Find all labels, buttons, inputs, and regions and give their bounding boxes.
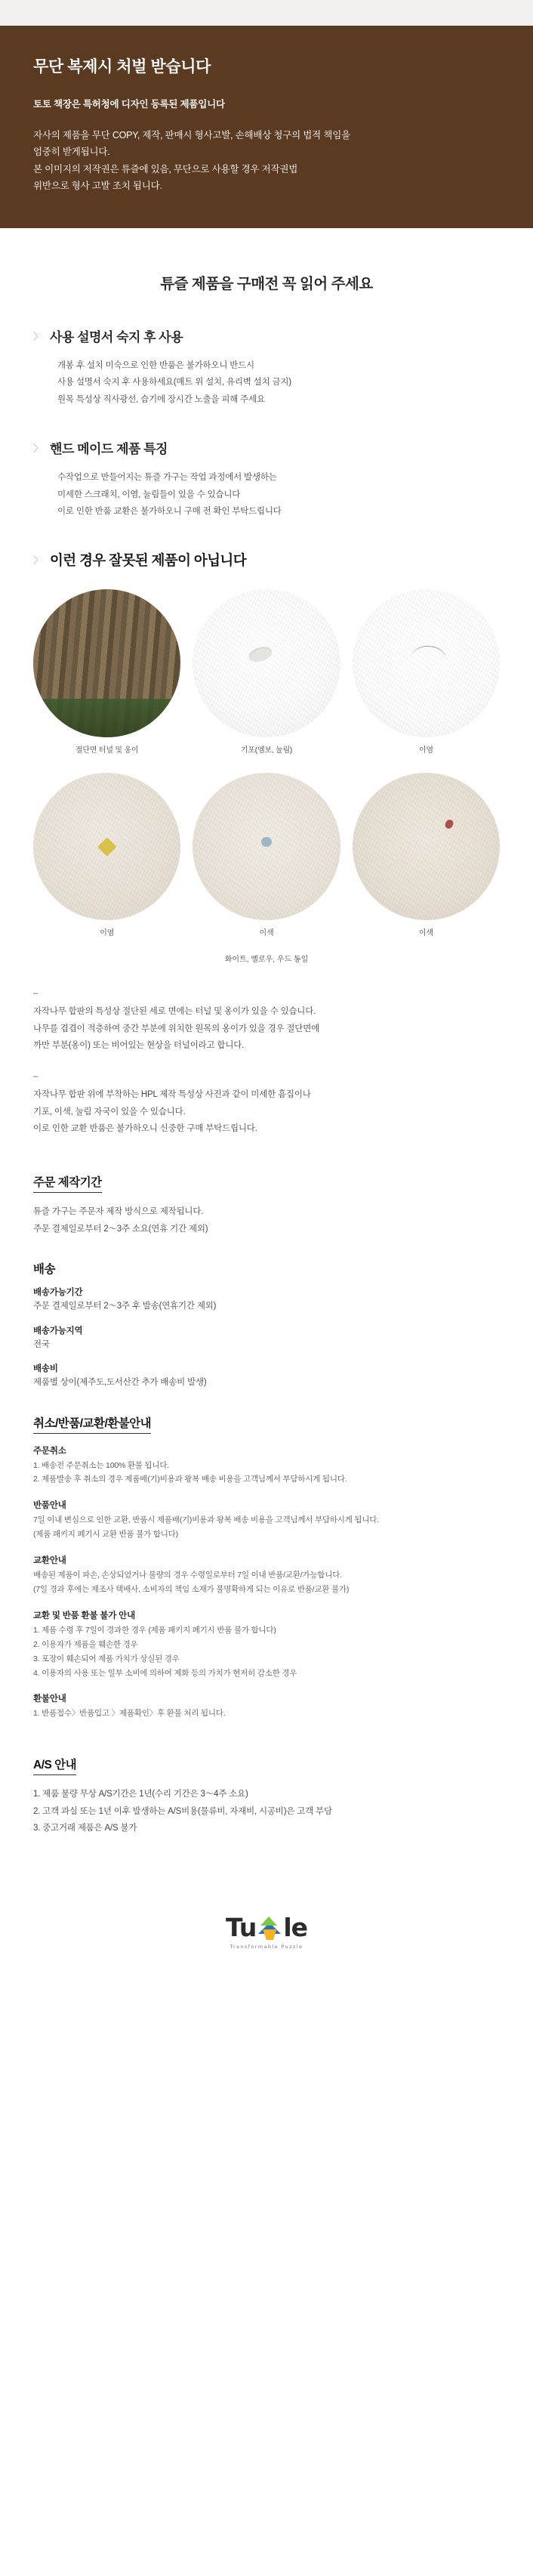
footer bbox=[0, 1883, 533, 1975]
yellow-spot-icon bbox=[97, 837, 116, 856]
section-body-usage bbox=[33, 357, 500, 408]
defect-photo-bubble-dent bbox=[193, 589, 340, 737]
policy-line: 7일 이내 변심으로 인한 교환, 반품시 제품배(기)비용과 왕복 배송 비용을 고객님께서 부담하시게 됩니다. bbox=[33, 1515, 379, 1525]
section-line: 사용 설명서 숙지 후 사용하세요(매트 위 설치, 유리벽 설치 금지) bbox=[57, 378, 291, 388]
section-title: 사용 설명서 숙지 후 사용 bbox=[50, 329, 183, 344]
policy-group-title: 교환안내 bbox=[33, 1556, 66, 1566]
order-line: 튜즐 가구는 주문자 제작 방식으로 제작됩니다. bbox=[33, 1207, 204, 1217]
section-line: 이로 인한 반품 교환은 불가하오니 구매 전 확인 부탁드립니다 bbox=[57, 506, 282, 516]
red-spot-icon bbox=[444, 819, 454, 829]
defect-image-cell bbox=[193, 773, 340, 951]
policy-line: 1. 제품 수령 후 7일이 경과한 경우 (제품 패키지 폐기시 반품 불가 합니다) bbox=[33, 1625, 276, 1635]
policy-line: 배송된 제품이 파손, 손상되었거나 불량의 경우 수령일로부터 7일 이내 반품/교환/가능합니다. bbox=[33, 1571, 342, 1580]
shipping-label-period: 배송가능기간 bbox=[33, 1288, 83, 1298]
policy-group-return bbox=[33, 1499, 500, 1542]
notice-subtitle: 토토 책장은 특허청에 디자인 등록된 제품입니다 bbox=[33, 99, 225, 110]
section-title: 이런 경우 잘못된 제품이 아닙니다 bbox=[50, 552, 246, 569]
policy-line: (제품 패키지 폐기시 교환 반품 불가 합니다) bbox=[33, 1530, 178, 1540]
logo-tagline: Transformable Puzzle bbox=[230, 1943, 303, 1950]
bubble-mark-icon bbox=[248, 644, 274, 664]
defect-image-cell bbox=[353, 589, 500, 768]
section-title-policy: 취소/반품/교환/환불안내 bbox=[33, 1414, 151, 1434]
shipping-section bbox=[33, 1260, 500, 1391]
section-line: 원목 특성상 직사광선, 습기에 장시간 노출을 피해 주세요 bbox=[57, 394, 265, 404]
notice-title: 무단 복제시 처벌 받습니다 bbox=[33, 58, 211, 76]
shipping-label-region: 배송가능지역 bbox=[33, 1326, 83, 1336]
section-title-order-lead-time: 주문 제작기간 bbox=[33, 1173, 102, 1193]
page-title: 튜즐 제품을 구매전 꼭 읽어 주세요 bbox=[160, 275, 373, 292]
brand-logo bbox=[226, 1913, 307, 1942]
policy-line: 1. 반품접수〉반품입고 〉제품확인〉후 환불 처리 됩니다. bbox=[33, 1709, 226, 1719]
as-line: 2. 고객 과실 또는 1년 이후 발생하는 A/S비용(물류비, 자재비, 시공비)은 고객 부담 bbox=[33, 1806, 332, 1816]
section-line: 수작업으로 만들어지는 튜즐 가구는 작업 과정에서 발생하는 bbox=[57, 473, 277, 483]
as-line: 1. 제품 불량 무상 A/S기간은 1년(수리 기간은 3〜4주 소요) bbox=[33, 1790, 248, 1799]
bottom-spacer bbox=[0, 1975, 533, 1998]
blue-spot-icon bbox=[261, 837, 272, 848]
section-line: 개봉 후 설치 미숙으로 인한 반품은 불가하오니 반드시 bbox=[57, 360, 254, 370]
policy-group-non-returnable bbox=[33, 1609, 500, 1681]
defect-photo-stain-2 bbox=[33, 773, 180, 920]
section-header-usage bbox=[33, 326, 500, 345]
note-line: 자작나무 합판의 특성상 절단된 세로 면에는 터널 및 옹이가 있을 수 있습니다. bbox=[33, 1007, 316, 1017]
scratch-mark-icon bbox=[411, 644, 447, 661]
section-body-handmade bbox=[33, 469, 500, 520]
defect-image-cell bbox=[193, 589, 340, 768]
section-title-shipping: 배송 bbox=[33, 1263, 55, 1277]
defect-photo-tunnel-knot bbox=[33, 589, 180, 737]
order-lead-time-section bbox=[33, 1151, 500, 1237]
note-line: 이로 인한 교환 반품은 불가하오니 신중한 구매 부탁드립니다. bbox=[33, 1124, 257, 1134]
section-title: 핸드 메이드 제품 특징 bbox=[50, 442, 168, 457]
shipping-value-fee: 제품별 상이(제주도,도서산간 추가 배송비 발생) bbox=[33, 1378, 207, 1388]
policy-group-cancel bbox=[33, 1444, 500, 1487]
section-title-as: A/S 안내 bbox=[33, 1756, 76, 1775]
defect-notes bbox=[33, 985, 500, 1137]
logo-text-right: le bbox=[283, 1912, 308, 1942]
notice-body-line: 본 이미지의 저작권은 튜즐에 있음, 무단으로 사용할 경우 저작권법 bbox=[33, 163, 298, 175]
policy-line: 2. 이용자가 제품을 훼손한 경우 bbox=[33, 1639, 138, 1649]
shipping-value-region: 전국 bbox=[33, 1339, 50, 1349]
chevron-right-icon: 〉 bbox=[33, 330, 44, 342]
chevron-right-icon: 〉 bbox=[33, 443, 44, 455]
notice-body-line: 자사의 제품을 무단 COPY, 제작, 판매시 형사고발, 손해배상 청구의 법적 책임을 bbox=[33, 129, 350, 141]
defect-caption: 이색 bbox=[418, 929, 433, 938]
note-line: 나무를 겹겹이 적층하여 중간 부분에 위치한 원목의 옹이가 있을 경우 절단면에 bbox=[33, 1024, 320, 1033]
note-line: 까만 부분(옹이) 또는 비어있는 현상을 터널이라고 합니다. bbox=[33, 1041, 245, 1051]
dash-marker: – bbox=[33, 1071, 39, 1081]
defect-photo-stain-1 bbox=[353, 589, 500, 737]
defect-caption: 이염 bbox=[418, 746, 433, 755]
copyright-notice-banner bbox=[0, 26, 533, 228]
defect-image-cell bbox=[33, 773, 180, 951]
logo-shape-green bbox=[260, 1917, 277, 1926]
note-line: 자작나무 합판 위에 부착하는 HPL 제작 특성상 사진과 같이 미세한 흠집이나 bbox=[33, 1090, 311, 1100]
section-header-not-defect bbox=[33, 550, 500, 570]
section-line: 미세한 스크래치, 이염, 눌림들이 있을 수 있습니다 bbox=[57, 490, 241, 499]
content-area bbox=[0, 228, 533, 1837]
shipping-label-fee: 배송비 bbox=[33, 1364, 58, 1374]
section-header-handmade bbox=[33, 438, 500, 457]
policy-line: 4. 이용자의 사용 또는 일부 소비에 의하여 제화 등의 가치가 현저히 감소한 경우 bbox=[33, 1668, 297, 1678]
puzzle-logo-icon bbox=[258, 1917, 281, 1942]
logo-text-left: Tu bbox=[225, 1912, 257, 1942]
defect-grid-footnote: 화이트, 옐로우, 우드 동일 bbox=[224, 956, 309, 965]
as-section bbox=[33, 1733, 500, 1836]
defect-note bbox=[33, 1068, 500, 1138]
shipping-value-period: 주문 결제일로부터 2〜3주 후 발송(연휴기간 제외) bbox=[33, 1302, 217, 1311]
defect-image-grid bbox=[33, 589, 500, 951]
policy-group-title: 주문취소 bbox=[33, 1446, 66, 1456]
policy-group-title: 교환 및 반품 환불 불가 안내 bbox=[33, 1611, 135, 1620]
top-spacer bbox=[0, 0, 533, 26]
notice-body-line: 위반으로 형사 고발 조치 됩니다. bbox=[33, 181, 162, 192]
as-body bbox=[33, 1786, 500, 1836]
defect-caption: 기포(엠보, 눌림) bbox=[240, 746, 293, 755]
policy-group-refund bbox=[33, 1692, 500, 1721]
logo-shape-yellow bbox=[263, 1929, 276, 1940]
chevron-right-icon: 〉 bbox=[33, 554, 44, 567]
policy-line: 1. 배송전 주문취소는 100% 환불 됩니다. bbox=[33, 1460, 169, 1470]
defect-image-cell bbox=[353, 773, 500, 951]
order-lead-time-body bbox=[33, 1203, 500, 1237]
as-line: 3. 중고거래 제품은 A/S 불가 bbox=[33, 1824, 137, 1833]
policy-group-title: 반품안내 bbox=[33, 1501, 66, 1511]
defect-image-cell bbox=[33, 589, 180, 768]
policy-section bbox=[33, 1391, 500, 1722]
dash-marker: – bbox=[33, 989, 39, 999]
note-line: 기포, 이색, 눌림 자국이 있을 수 있습니다. bbox=[33, 1107, 186, 1117]
policy-line: 3. 포장이 훼손되어 제품 가치가 상실된 경우 bbox=[33, 1654, 180, 1663]
defect-caption: 절단면 터널 및 옹이 bbox=[75, 746, 139, 755]
defect-photo-color-diff-1 bbox=[193, 773, 340, 920]
defect-photo-color-diff-2 bbox=[353, 773, 500, 920]
notice-body-line: 엄중히 받게됩니다. bbox=[33, 147, 110, 158]
defect-caption: 이염 bbox=[100, 929, 115, 938]
defect-caption: 이색 bbox=[259, 929, 274, 938]
policy-line: 2. 제품발송 후 취소의 경우 제품배(기)비용과 왕복 배송 비용을 고객님께서 부담하시게 됩니다. bbox=[33, 1475, 347, 1484]
notice-body bbox=[33, 127, 500, 195]
order-line: 주문 결제일로부터 2〜3주 소요(연휴 기간 제외) bbox=[33, 1224, 208, 1234]
policy-group-exchange bbox=[33, 1554, 500, 1597]
defect-note bbox=[33, 985, 500, 1055]
policy-line: (7일 경과 후에는 제조사 택배사, 소비자의 책임 소재가 불명확하게 되는 이유로 반품/교환 불가) bbox=[33, 1585, 350, 1594]
policy-group-title: 환불안내 bbox=[33, 1694, 66, 1704]
